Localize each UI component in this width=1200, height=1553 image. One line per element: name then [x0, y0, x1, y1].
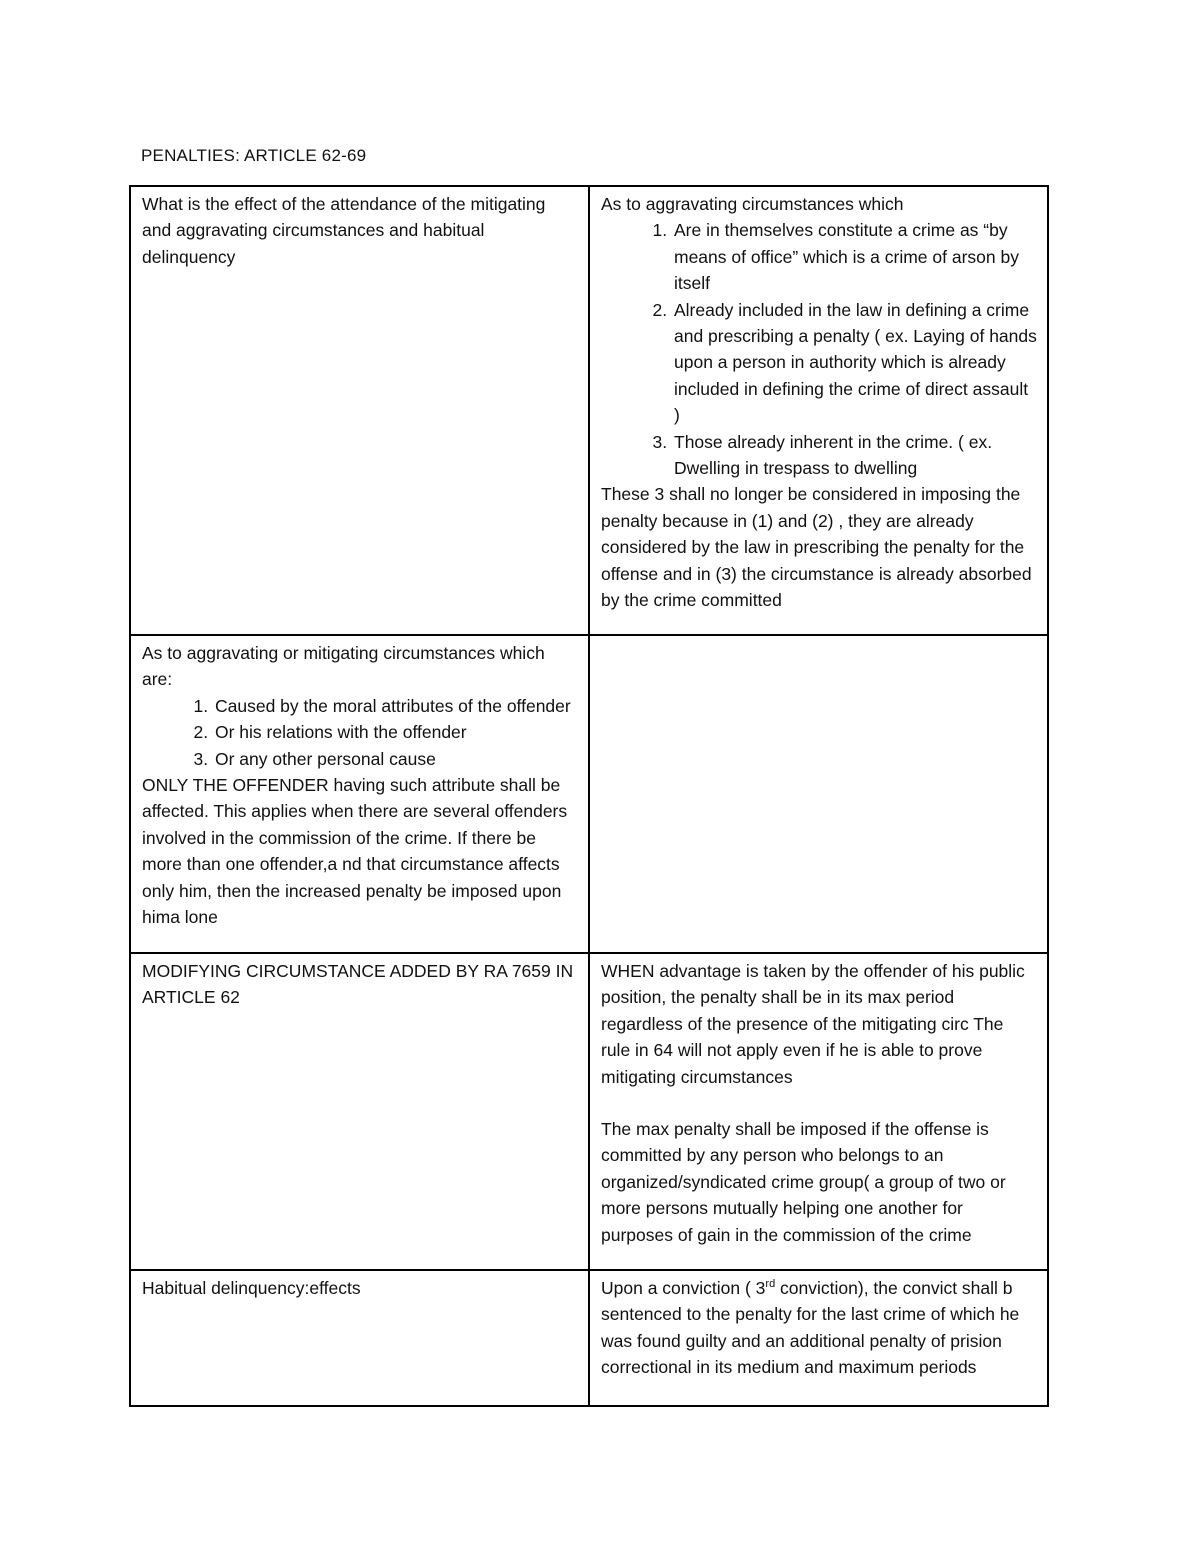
- answer-cell-empty: [589, 635, 1048, 953]
- answer-cell: [589, 953, 1048, 1270]
- question-text: What is the effect of the attendance of the mitigating and aggravating circumstances and habitual delinquency: [142, 194, 546, 267]
- answer-conclusion: These 3 shall no longer be considered in imposing the penalty because in (1) and (2) , they are already considered by the law in prescribing the penalty for the offense and in (3) the circumstance is already absorbed by the crime committed: [601, 484, 1032, 611]
- answer-intro: As to aggravating circumstances which: [601, 194, 904, 214]
- answer-cell: [589, 1270, 1048, 1406]
- list-item: 3. Or any other personal cause: [213, 746, 578, 772]
- question-conclusion: ONLY THE OFFENDER having such attribute shall be affected. This applies when there are several offenders involved in the commission of the crime. If there be more than one offender,a nd that circumstance affects only him, then the increased penalty be imposed upon hima lone: [142, 775, 568, 928]
- question-cell: [130, 186, 589, 635]
- question-cell: [130, 953, 589, 1270]
- question-text: MODIFYING CIRCUMSTANCE ADDED BY RA 7659 IN ARTICLE 62: [142, 961, 574, 1008]
- page-title: PENALTIES: ARTICLE 62-69: [141, 146, 367, 165]
- table-row: [130, 186, 1048, 635]
- answer-cell: [589, 186, 1048, 635]
- list-item: 2. Or his relations with the offender: [213, 719, 578, 745]
- penalties-table: [129, 185, 1049, 1407]
- table-row: [130, 953, 1048, 1270]
- ordinal-superscript: rd: [765, 1278, 776, 1291]
- table-row: [130, 1270, 1048, 1406]
- numbered-list: [142, 693, 578, 772]
- list-item: 3. Those already inherent in the crime. ( ex. Dwelling in trespass to dwelling: [672, 429, 1037, 482]
- list-item: 2. Already included in the law in defining a crime and prescribing a penalty ( ex. Laying of hands upon a person in authority which is already included in defining the crime of direct assault ): [672, 297, 1037, 429]
- question-text: Habitual delinquency:effects: [142, 1278, 361, 1298]
- paragraph-spacer: [601, 1090, 1037, 1116]
- numbered-list: [601, 217, 1037, 481]
- table-row: [130, 635, 1048, 953]
- answer-paragraph-1: WHEN advantage is taken by the offender of his public position, the penalty shall be in its max period regardless of the presence of the mitigating circ The rule in 64 will not apply even if he is able to prove mitigating circumstances: [601, 961, 1025, 1087]
- answer-text: [601, 1275, 1037, 1381]
- list-item: 1. Are in themselves constitute a crime as “by means of office” which is a crime of arson by itself: [672, 217, 1037, 296]
- question-cell: [130, 635, 589, 953]
- question-cell: [130, 1270, 589, 1406]
- answer-text-end: conviction), the convict shall b sentenced to the penalty for the last crime of which he was found guilty and an additional penalty of prision correctional in its medium and maximum periods: [601, 1278, 1020, 1378]
- question-intro: As to aggravating or mitigating circumstances which are:: [142, 643, 545, 690]
- list-item: 1. Caused by the moral attributes of the offender: [213, 693, 578, 719]
- answer-paragraph-2: The max penalty shall be imposed if the offense is committed by any person who belongs to an organized/syndicated crime group( a group of two or more persons mutually helping one another for purposes of gain in the commission of the crime: [601, 1119, 1006, 1245]
- answer-text-start: Upon a conviction ( 3: [601, 1278, 766, 1298]
